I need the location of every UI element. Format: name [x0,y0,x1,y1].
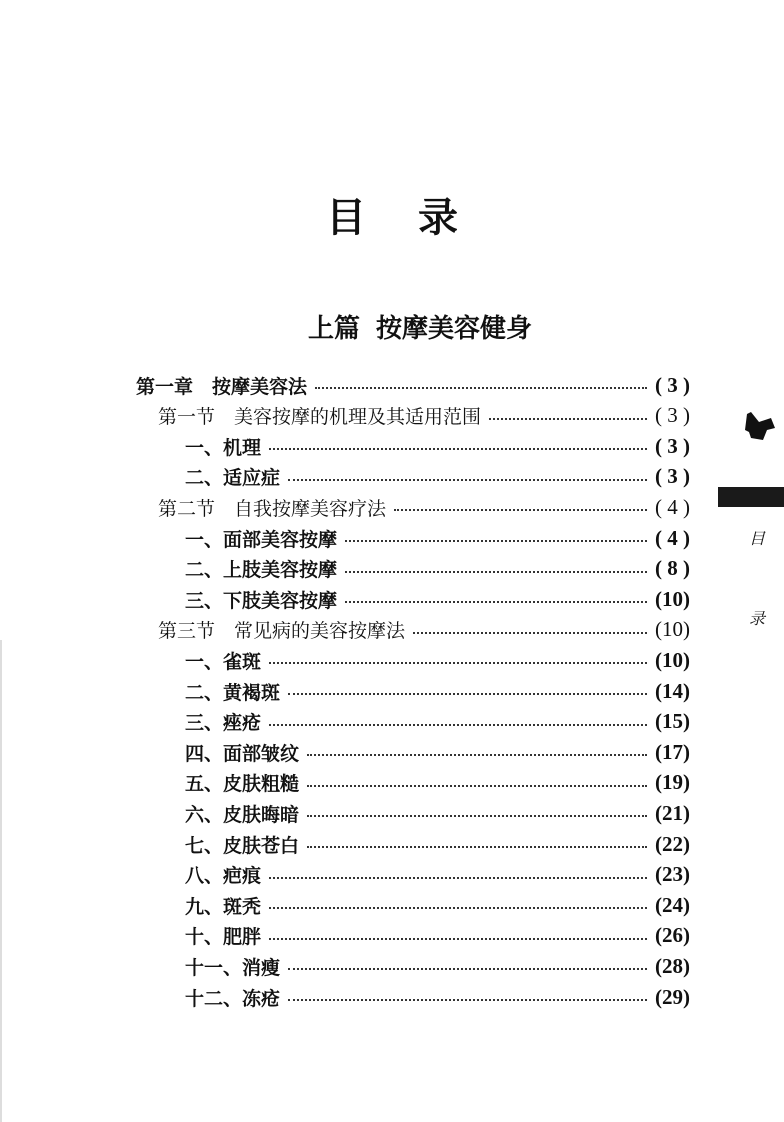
part-name: 按摩美容健身 [376,314,533,344]
side-char: 录 [748,609,765,628]
toc-label: 十二、冻疮 [185,987,281,1010]
toc-label: 一、机理 [185,436,262,459]
toc-page: (19) [655,770,690,795]
toc-entry [0,768,690,798]
toc-label: 四、面部皱纹 [185,742,300,765]
toc-label: 第一章 按摩美容法 [136,375,308,398]
toc-entry [0,401,690,431]
dot-leader [345,571,647,573]
toc-label: 第三节 常见病的美容按摩法 [158,620,406,643]
toc-label: 一、面部美容按摩 [185,528,338,551]
dot-leader [288,968,647,970]
toc-label: 三、痤疮 [185,712,262,735]
toc-page: (14) [655,678,690,703]
toc-page: (26) [655,923,690,948]
toc-label: 第二节 自我按摩美容疗法 [158,497,387,520]
dot-leader [269,907,647,909]
toc-page: (10) [655,647,690,672]
dot-leader [288,693,647,695]
toc-label: 九、斑秃 [185,895,262,918]
dot-leader [269,662,647,664]
toc-page: (24) [655,892,690,917]
toc-entry [0,554,690,584]
toc-page: (22) [655,831,690,856]
toc-entry [0,737,690,767]
toc-entry [0,676,690,706]
dot-leader [269,724,647,726]
toc-page: ( 3 ) [655,403,690,428]
dot-leader [489,418,647,420]
dot-leader [307,785,647,787]
toc-entry [0,860,690,890]
page-title [0,186,784,243]
dot-leader [307,754,647,756]
part-label: 上篇 [307,314,360,344]
dot-leader [394,509,647,511]
toc-page: ( 4 ) [655,525,690,550]
toc-entry [0,890,690,920]
toc-entry [0,492,690,522]
toc-entry [0,584,690,614]
toc-page: ( 3 ) [655,433,690,458]
toc-entry [0,829,690,859]
dot-leader [307,846,647,848]
toc-label: 一、雀斑 [185,650,262,673]
toc-page: (23) [655,862,690,887]
title-char: 目 [326,195,366,241]
toc-label: 十、肥胖 [185,926,262,949]
toc-label: 第一节 美容按摩的机理及其适用范围 [158,406,482,429]
dot-leader [288,999,647,1001]
toc-page: (10) [655,586,690,611]
toc-page: (21) [655,800,690,825]
toc-label: 十一、消瘦 [185,956,281,979]
toc-entry [0,431,690,461]
dot-leader [345,540,647,542]
toc-label: 二、黄褐斑 [185,681,281,704]
bird-icon [730,410,784,458]
dot-leader [315,387,647,389]
toc-page: (15) [655,709,690,734]
toc-page: (17) [655,739,690,764]
toc-page: ( 8 ) [655,556,690,581]
toc-page: ( 3 ) [655,464,690,489]
toc-entry [0,798,690,828]
toc-page: ( 3 ) [655,372,690,397]
toc-page: (10) [655,617,690,642]
toc-page: ( 4 ) [655,494,690,519]
toc-entry [0,523,690,553]
scan-edge [0,640,2,1122]
toc-label: 二、适应症 [185,467,281,490]
toc-entry [0,982,690,1012]
dot-leader [269,877,647,879]
dot-leader [413,632,647,634]
dot-leader [288,479,647,481]
toc-label: 七、皮肤苍白 [185,834,300,857]
side-char: 目 [748,529,765,548]
toc-entry [0,462,690,492]
part-heading [0,308,784,345]
toc-page: (28) [655,953,690,978]
dot-leader [269,448,647,450]
toc-label: 六、皮肤晦暗 [185,803,300,826]
toc-entry [0,645,690,675]
toc-page: (29) [655,984,690,1009]
title-char: 录 [418,195,458,241]
toc-entry [0,921,690,951]
dot-leader [269,938,647,940]
toc-entry [0,615,690,645]
toc-label: 三、下肢美容按摩 [185,589,338,612]
toc-entry [0,370,690,400]
toc-entry [0,707,690,737]
toc-label: 五、皮肤粗糙 [185,773,300,796]
toc-label: 二、上肢美容按摩 [185,559,338,582]
dot-leader [345,601,647,603]
toc-entry [0,951,690,981]
section-tab-bar [718,487,784,507]
dot-leader [307,815,647,817]
toc-label: 八、疤痕 [185,865,262,888]
